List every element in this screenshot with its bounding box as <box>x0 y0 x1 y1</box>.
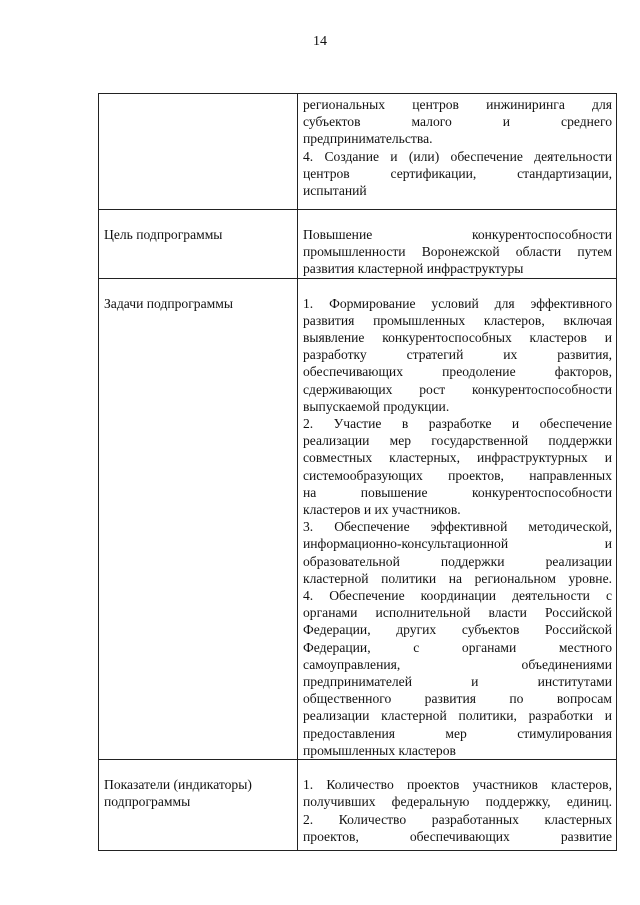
row-label-line: подпрограммы <box>104 794 191 810</box>
row-value-line: предпринимателей и институтами <box>303 674 612 690</box>
row-value-line: 3. Обеспечение эффективной методической, <box>303 519 612 535</box>
row-value-cell <box>298 94 617 210</box>
row-value-line: выявление конкурентоспособных кластеров и <box>303 330 612 346</box>
row-value-cell <box>298 210 617 279</box>
row-value-line: 4. Создание и (или) обеспечение деятельности <box>303 148 612 164</box>
page-number: 14 <box>313 34 327 49</box>
table-row <box>99 210 617 279</box>
row-value-line: образовательной поддержки реализации <box>303 553 612 569</box>
table-row <box>99 94 617 210</box>
row-value-line: совместных кластерных, инфраструктурных и <box>303 450 612 466</box>
row-value-line: органами исполнительной власти Российской <box>303 605 612 621</box>
row-value-line: развития промышленных кластеров, включая <box>303 312 612 328</box>
row-value-line: центров сертификации, стандартизации, <box>303 165 612 181</box>
row-value-line: 1. Формирование условий для эффективного <box>303 295 612 311</box>
row-value-line: обеспечивающих преодоление факторов, <box>303 364 612 380</box>
row-label-cell <box>99 94 298 210</box>
row-value-line: самоуправления, объединениями <box>303 656 612 672</box>
row-label-cell <box>99 278 298 759</box>
subprogram-passport-table <box>98 93 617 851</box>
row-value-line: системообразующих проектов, направленных <box>303 467 612 483</box>
row-value-line: 1. Количество проектов участников кластеров, <box>303 777 612 793</box>
row-value-line: общественного развития по вопросам <box>303 691 612 707</box>
row-value-line: развития кластерной инфраструктуры <box>303 261 524 277</box>
row-value-line: 2. Участие в разработке и обеспечение <box>303 416 612 432</box>
table-row <box>99 760 617 851</box>
row-value-line: реализации мер государственной поддержки <box>303 433 612 449</box>
row-value-line: кластеров и их участников. <box>303 502 461 518</box>
row-value-line: промышленности Воронежской области путем <box>303 244 612 260</box>
row-value-line: проектов, обеспечивающих развитие <box>303 828 612 844</box>
row-label-cell <box>99 210 298 279</box>
table-row <box>99 278 617 759</box>
row-label-line: Цель подпрограммы <box>104 227 223 242</box>
row-value-line: промышленных кластеров <box>303 742 456 758</box>
row-label-cell <box>99 760 298 851</box>
row-value-line: выпускаемой продукции. <box>303 398 450 414</box>
row-value-line: Федерации, с органами местного <box>303 639 612 655</box>
row-value-line: 4. Обеспечение координации деятельности с <box>303 588 612 604</box>
row-value-line: информационно-консультационной и <box>303 536 612 552</box>
row-value-line: испытаний <box>303 183 367 199</box>
row-value-line: 2. Количество разработанных кластерных <box>303 811 612 827</box>
row-value-line: сдерживающих рост конкурентоспособности <box>303 381 612 397</box>
row-value-line: получивших федеральную поддержку, единиц. <box>303 794 612 810</box>
row-label-line: Задачи подпрограммы <box>104 295 233 311</box>
row-value-line: предоставления мер стимулирования <box>303 725 612 741</box>
row-value-line: региональных центров инжиниринга для <box>303 97 612 112</box>
row-value-line: Федерации, других субъектов Российской <box>303 622 612 638</box>
row-value-line: на повышение конкурентоспособности <box>303 484 612 500</box>
row-value-line: предпринимательства. <box>303 131 433 147</box>
row-value-line: кластерной политики на региональном уровне. <box>303 570 612 586</box>
row-value-cell <box>298 760 617 851</box>
row-value-line: субъектов малого и среднего <box>303 114 612 130</box>
row-value-cell <box>298 278 617 759</box>
row-value-line: разработку стратегий их развития, <box>303 347 612 363</box>
row-label-line: Показатели (индикаторы) <box>104 777 252 793</box>
row-value-line: Повышение конкурентоспособности <box>303 227 612 242</box>
row-value-line: реализации кластерной политики, разработки и <box>303 708 612 724</box>
